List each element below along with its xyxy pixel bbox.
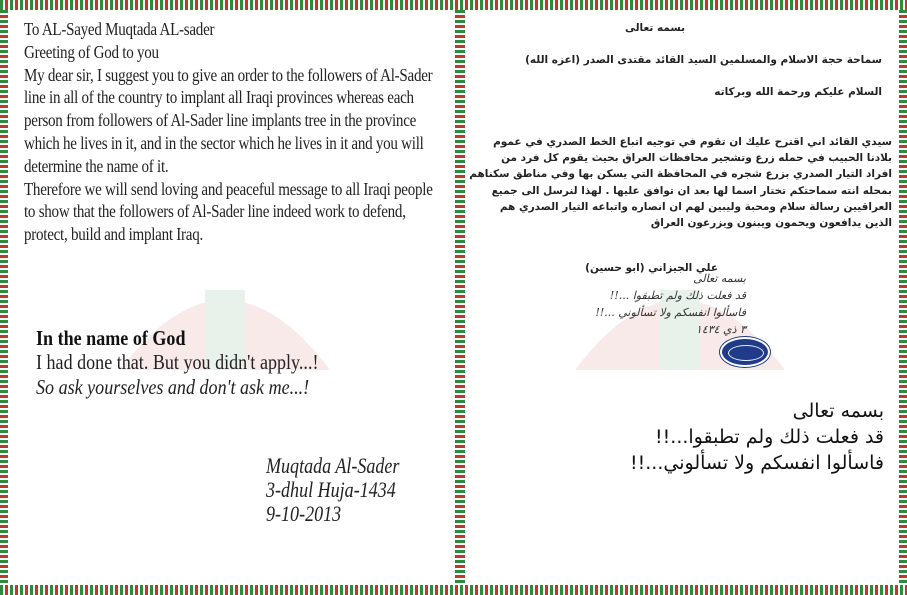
english-translation-panel [24, 18, 452, 578]
letter-line: My dear sir, I suggest you to give an order to the followers of Al-Sader [24, 64, 433, 85]
seal-inner-ring [728, 345, 764, 361]
signature-name: Muqtada Al-Sader [266, 453, 400, 478]
arabic-body-line: سيدي القائد اني اقترح عليك ان تقوم في توجيه اتباع الخط الصدري في عموم [493, 136, 892, 148]
signature-date: 9-10-2013 [266, 501, 342, 526]
letter-line: which he lives in it, and in the sector which he lives in it and you will [24, 132, 424, 153]
reply-line: So ask yourselves and don't ask me...! [36, 375, 310, 399]
reply-line: I had done that. But you didn't apply...! [36, 350, 319, 374]
decorative-border-left [0, 10, 8, 585]
letter-line: determine the name of it. [24, 155, 169, 176]
letter-line: protect, build and implant Iraq. [24, 224, 203, 245]
arabic-address: سماحة حجة الاسلام والمسلمين السيد القائد مقتدى الصدر (اعزه الله) [525, 54, 882, 66]
arabic-basmala: بسمه تعالى [624, 22, 686, 34]
arabic-greeting: السلام عليكم ورحمة الله وبركاته [714, 86, 882, 98]
letter-body [24, 18, 499, 246]
arabic-reply-line: بسمه تعالى [792, 400, 884, 422]
letter-line: Greeting of God to you [24, 41, 159, 62]
arabic-reply-line: قد فعلت ذلك ولم تطبقوا...!! [655, 426, 884, 448]
letter-line: person from followers of Al-Sader line implants tree in the province [24, 110, 417, 131]
arabic-body-line: افراد التيار الصدري بزرع شجره في المحافظة التي يسكن بها وفي مناطق سكناهم [469, 168, 892, 181]
handwritten-line: قد فعلت ذلك ولم تطبقوا ...!! [609, 289, 746, 302]
letter-line: line in all of the country to implant all Iraqi provinces whereas each [24, 87, 414, 108]
handwritten-line: ٣ ذي ١٤٣٤ [695, 323, 746, 336]
letter-line: Therefore we will send loving and peaceful message to all Iraqi people [24, 178, 433, 199]
arabic-body-line: بلادنا الحبيب في حمله زرع وتشجير محافظات العراق بحيث يقوم كل فرد من [501, 152, 892, 165]
decorative-border-bottom [0, 585, 907, 595]
letter-line: to show that the followers of Al-Sader line indeed work to defend, [24, 201, 406, 222]
arabic-original-panel [470, 12, 896, 582]
decorative-border-right [899, 10, 907, 585]
arabic-typed-reply [630, 398, 884, 476]
arabic-body-line: بمحله انته سماحتكم تختار اسما لها بعد ان توافق عليها . لهذا لنرسل الى جميع [491, 184, 892, 197]
signature-block [266, 454, 429, 526]
arabic-body [469, 134, 892, 231]
handwritten-line: بسمه تعالى [693, 272, 746, 285]
reply-block [36, 326, 364, 400]
arabic-body-line: العراقيين رسالة سلام ومحبة وليبين لهم ان انصاره واتباعه التيار الصدري هم [499, 200, 892, 213]
letter-line: To AL-Sayed Muqtada AL-sader [24, 19, 215, 39]
decorative-border-top [0, 0, 907, 10]
signature-hijri-date: 3-dhul Huja-1434 [266, 477, 396, 502]
arabic-body-line: الذين يدافعون ويحمون ويبنون ويزرعون العراق [650, 217, 892, 230]
seal-stamp-icon [722, 339, 768, 365]
arabic-author: علي الجيزاني (ابو حسين) [585, 262, 718, 274]
reply-title: In the name of God [36, 326, 186, 350]
handwritten-line: فاسألوا انفسكم ولا تسألوني ...!! [595, 306, 746, 319]
arabic-reply-line: فاسألوا انفسكم ولا تسألوني...!! [630, 452, 884, 474]
handwritten-reply [595, 270, 746, 338]
